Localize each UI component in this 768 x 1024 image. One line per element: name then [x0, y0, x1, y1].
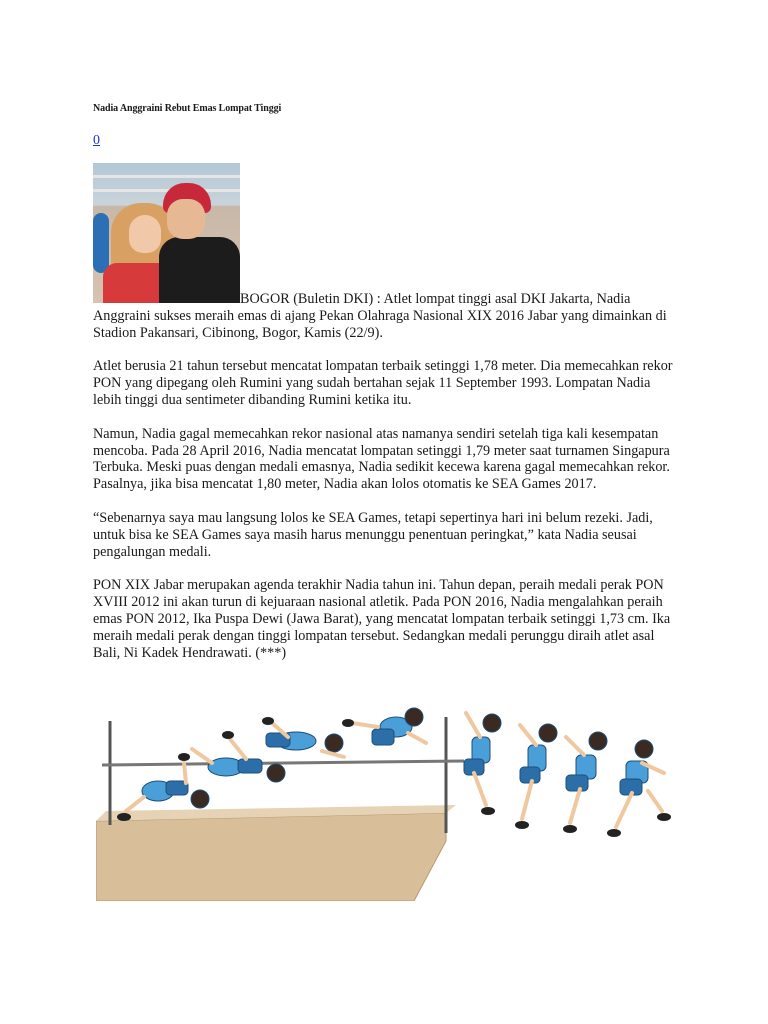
paragraph-1: BOGOR (Buletin DKI) : Atlet lompat tinggi asal DKI Jakarta, Nadia Anggraini sukses meraih emas di ajang Pekan Olahraga Nasional XIX 2016 Jabar yang dimainkan di Stadion Pakansari, Cibinong, Bogor, Kamis (22/9). — [93, 291, 667, 341]
athlete-photo — [93, 163, 240, 303]
paragraph-5: PON XIX Jabar merupakan agenda terakhir Nadia tahun ini. Tahun depan, peraih medali perak PON XVIII 2012 ini akan turun di kejuaraan nasional atletik. Pada PON 2016, Nadia mengalahkan peraih emas PON 2012, Ika Puspa Dewi (Jawa Barat), yang mencatat lompatan terbaik setinggi 1,73 cm. Ika meraih medali perak dengan tinggi lompatan tersebut. Sedangkan medali perunggu diraih atlet asal Bali, Ni Kadek Hendrawati. (***) — [93, 577, 671, 661]
paragraph-3: Namun, Nadia gagal memecahkan rekor nasional atas namanya sendiri setelah tiga kali kesempatan mencoba. Pada 28 April 2016, Nadia mencatat lompatan setinggi 1,79 meter saat turnamen Singapura Terbuka. Meski puas dengan medali emasnya, Nadia sedikit kecewa karena gagal memecahkan rekor. Pasalnya, jika bisa mencatat 1,80 meter, Nadia akan lolos otomatis ke SEA Games 2017. — [93, 425, 670, 493]
paragraph-4: “Sebenarnya saya mau langsung lolos ke SEA Games, tetapi sepertinya hari ini belum rezeki. Jadi, untuk bisa ke SEA Games saya masih harus menunggu penentuan peringkat,” kata Nadia seusai pengalungan medali. — [93, 509, 653, 560]
article-title: Nadia Anggraini Rebut Emas Lompat Tinggi — [93, 103, 282, 114]
article-body — [93, 163, 678, 678]
paragraph-2: Atlet berusia 21 tahun tersebut mencatat lompatan terbaik setinggi 1,78 meter. Dia memecahkan rekor PON yang dipegang oleh Rumini yang sudah bertahan sejak 11 September 1993. Lompatan Nadia lebih tinggi dua sentimeter dibanding Rumini ketika itu. — [93, 358, 673, 408]
high-jump-illustration — [96, 693, 678, 901]
comment-count-link[interactable]: 0 — [93, 133, 100, 148]
